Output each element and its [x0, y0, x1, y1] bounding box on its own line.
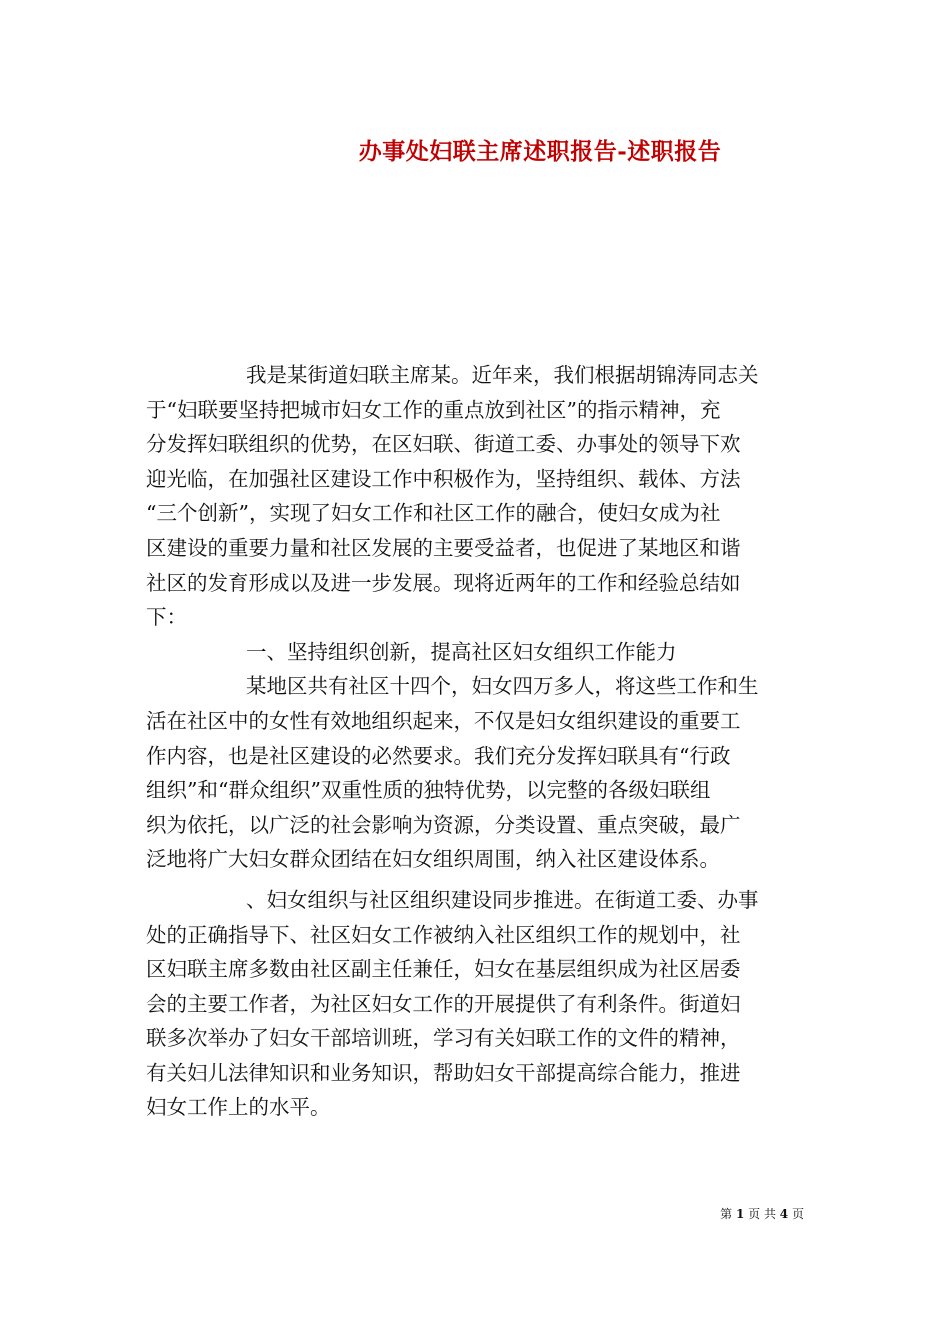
page-number-footer	[720, 1205, 804, 1222]
footer-prefix: 第	[720, 1207, 733, 1221]
paragraph-line: 有关妇儿法律知识和业务知识，帮助妇女干部提高综合能力，推进	[146, 1060, 741, 1085]
section-heading: 一、坚持组织创新，提高社区妇女组织工作能力	[246, 639, 677, 664]
paragraph-line: 组织”和“群众组织”双重性质的独特优势，以完整的各级妇联组	[146, 778, 711, 803]
paragraph-line: 处的正确指导下、社区妇女工作被纳入社区组织工作的规划中，社	[146, 922, 741, 947]
paragraph-line: 区建设的重要力量和社区发展的主要受益者，也促进了某地区和谐	[146, 535, 741, 560]
paragraph-line: 妇女工作上的水平。	[146, 1095, 331, 1120]
current-page-number: 1	[735, 1207, 745, 1221]
paragraph-line: 某地区共有社区十四个，妇女四万多人，将这些工作和生	[246, 674, 759, 699]
paragraph-line: 于“妇联要坚持把城市妇女工作的重点放到社区”的指示精神，充	[146, 397, 721, 422]
paragraph-line: 下：	[146, 605, 187, 630]
footer-middle: 页 共	[748, 1207, 776, 1221]
paragraph-line: 分发挥妇联组织的优势，在区妇联、街道工委、办事处的领导下欢	[146, 432, 741, 457]
total-page-number: 4	[779, 1207, 789, 1221]
footer-suffix: 页	[791, 1207, 804, 1221]
paragraph-line: 作内容，也是社区建设的必然要求。我们充分发挥妇联具有“行政	[146, 743, 731, 768]
paragraph-line: 会的主要工作者，为社区妇女工作的开展提供了有利条件。街道妇	[146, 991, 741, 1016]
paragraph-line: 活在社区中的女性有效地组织起来，不仅是妇女组织建设的重要工	[146, 708, 741, 733]
document-body	[146, 358, 806, 1125]
paragraph-line: 、妇女组织与社区组织建设同步推进。在街道工委、办事	[246, 887, 759, 912]
paragraph-line: “三个创新”，实现了妇女工作和社区工作的融合，使妇女成为社	[146, 501, 721, 526]
document-title: 办事处妇联主席述职报告-述职报告	[358, 138, 722, 165]
paragraph-line: 织为依托，以广泛的社会影响为资源，分类设置、重点突破，最广	[146, 812, 741, 837]
paragraph-line: 泛地将广大妇女群众团结在妇女组织周围，纳入社区建设体系。	[146, 847, 720, 872]
paragraph-line: 社区的发育形成以及进一步发展。现将近两年的工作和经验总结如	[146, 570, 741, 595]
paragraph-line: 区妇联主席多数由社区副主任兼任，妇女在基层组织成为社区居委	[146, 957, 741, 982]
paragraph-line: 联多次举办了妇女干部培训班，学习有关妇联工作的文件的精神，	[146, 1026, 741, 1051]
paragraph-line: 迎光临，在加强社区建设工作中积极作为，坚持组织、载体、方法	[146, 466, 741, 491]
paragraph-line: 我是某街道妇联主席某。近年来，我们根据胡锦涛同志关	[246, 363, 759, 387]
